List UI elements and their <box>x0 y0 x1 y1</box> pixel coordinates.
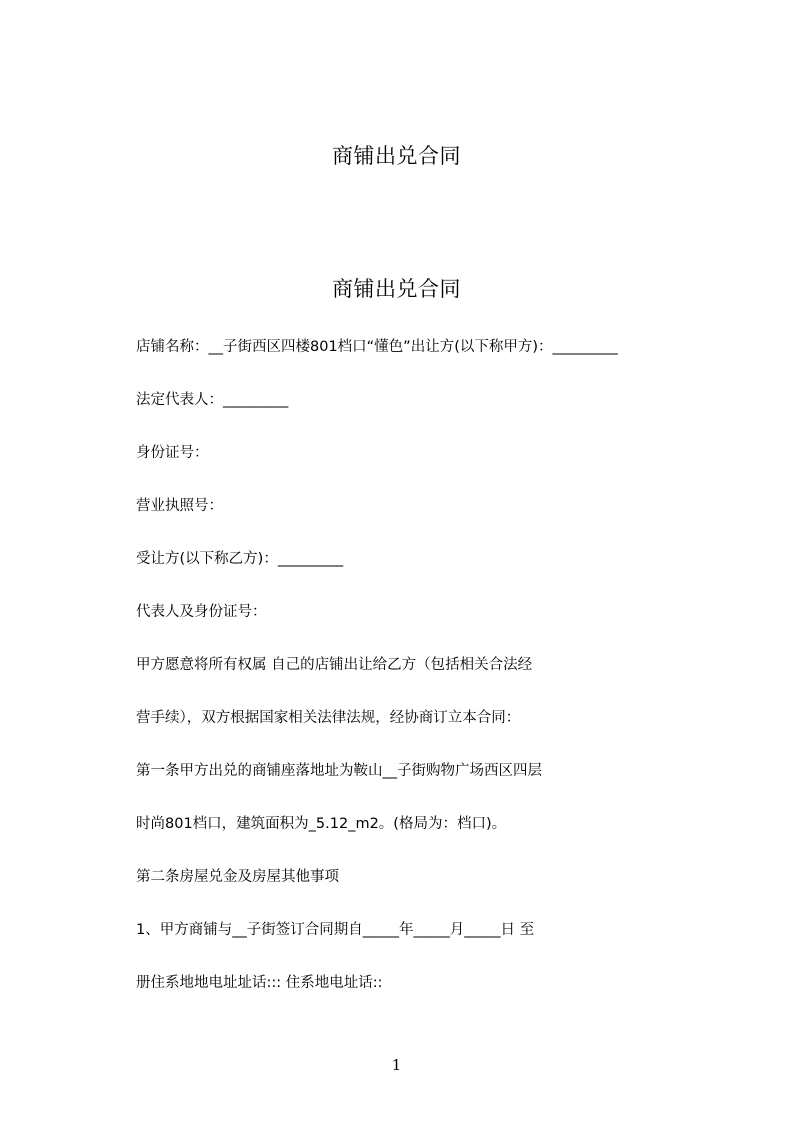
agreement-paragraph-line-2: 营手续），双方根据国家相关法律法规，经协商订立本合同： <box>136 710 521 726</box>
article-one-line-1: 第一条甲方出兑的商铺座落地址为鞍山__子街购物广场西区四层 <box>136 763 542 779</box>
article-one-line-2: 时尚801档口，建筑面积为_5.12_m2。(格局为：档口)。 <box>136 816 507 832</box>
business-license-line: 营业执照号： <box>136 498 223 514</box>
contract-period-line: 1、甲方商铺与__子街签订合同期自_____年_____月_____日 至 <box>136 922 535 938</box>
representative-id-line: 代表人及身份证号： <box>136 604 267 620</box>
shop-name-line: 店铺名称：__子街西区四楼801档口“懂色”出让方(以下称甲方)：_________ <box>136 339 618 355</box>
document-title: 商铺出兑合同 <box>332 144 461 168</box>
page-number: 1 <box>391 1056 402 1074</box>
transferee-line: 受让方(以下称乙方)：_________ <box>136 551 344 567</box>
article-two-heading: 第二条房屋兑金及房屋其他事项 <box>136 869 339 885</box>
id-number-line: 身份证号： <box>136 445 209 461</box>
legal-representative-line: 法定代表人：_________ <box>136 392 289 408</box>
address-phone-line: 册住系地地电址址话::: 住系地电址话:: <box>136 975 383 991</box>
agreement-paragraph-line-1: 甲方愿意将所有权属 自己的店铺出让给乙方（包括相关合法经 <box>136 657 533 673</box>
contract-title: 商铺出兑合同 <box>332 277 461 301</box>
